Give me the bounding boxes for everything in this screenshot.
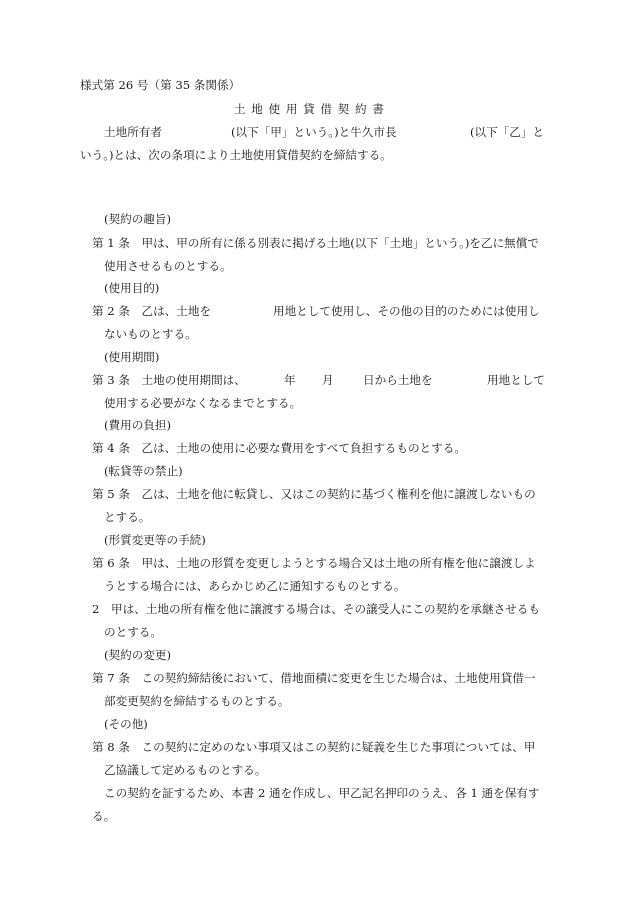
article-6-heading: (形質変更等の手続) [104,533,206,547]
intro-party-b: (以下「乙」と [470,125,545,139]
article-5-line-2: とする。 [104,510,151,524]
article-7-line-1: 第 7 条 この契約締結後において、借地面積に変更を生じた場合は、土地使用貸借一 [92,671,536,685]
article-2-line-2: ないものとする。 [104,327,197,341]
intro-line-2: いう。)とは、次の条項により土地使用貸借契約を締結する。 [80,148,392,162]
article-5-line-1: 第 5 条 乙は、土地を他に転貸し、又はこの契約に基づく権利を他に譲渡しないもの [92,487,536,501]
article-2-heading: (使用目的) [104,281,160,295]
closing-line-1: この契約を証するため、本書 2 通を作成し、甲乙記名押印のうえ、各 1 通を保有す [104,786,540,800]
article-5-heading: (転貸等の禁止) [104,464,183,478]
article-2-line-1a: 第 2 条 乙は、土地を [92,304,212,318]
article-8-line-1: 第 8 条 この契約に定めのない事項又はこの契約に疑義を生じた事項については、甲 [92,740,536,754]
intro-owner-label: 土地所有者 [104,125,162,139]
article-3-month: 月 [322,373,334,387]
intro-party-a: (以下「甲」という。)と牛久市長 [231,125,397,139]
article-8-line-2: 乙協議して定めるものとする。 [104,763,267,777]
form-number: 様式第 26 号（第 35 条関係） [80,78,241,92]
closing-line-2: る。 [92,809,116,823]
document-title: 土 地 使 用 貸 借 契 約 書 [234,102,385,116]
article-6-line-2: うとする場合には、あらかじめ乙に通知するものとする。 [104,579,406,593]
article-4-line-1: 第 4 条 乙は、土地の使用に必要な費用をすべて負担するものとする。 [92,441,466,455]
article-2-line-1b: 用地として使用し、その他の目的のためには使用し [273,304,540,318]
article-6-para-2-line-2: のとする。 [104,625,162,639]
article-3-day: 日から土地を [363,373,433,387]
article-3-year: 年 [284,373,296,387]
article-6-para-2-line-1: 2 甲は、土地の所有権を他に譲渡する場合は、その譲受人にこの契約を承継させるも [92,602,540,616]
article-3-heading: (使用期間) [104,350,160,364]
article-1-heading: (契約の趣旨) [104,212,172,226]
article-1-line-1: 第 1 条 甲は、甲の所有に係る別表に掲げる土地(以下「土地」という。)を乙に無償で [92,236,539,250]
article-7-heading: (契約の変更) [104,648,172,662]
article-3-line-2: 使用する必要がなくなるまでとする。 [104,396,302,410]
article-7-line-2: 部変更契約を締結するものとする。 [104,694,290,708]
article-1-line-2: 使用させるものとする。 [104,259,232,273]
article-6-line-1: 第 6 条 甲は、土地の形質を変更しようとする場合又は土地の所有権を他に譲渡しよ [92,556,536,570]
article-3-line-1e: 用地として [487,373,545,387]
article-4-heading: (費用の負担) [104,418,172,432]
article-8-heading: (その他) [104,717,148,731]
article-3-line-1a: 第 3 条 土地の使用期間は、 [92,373,246,387]
